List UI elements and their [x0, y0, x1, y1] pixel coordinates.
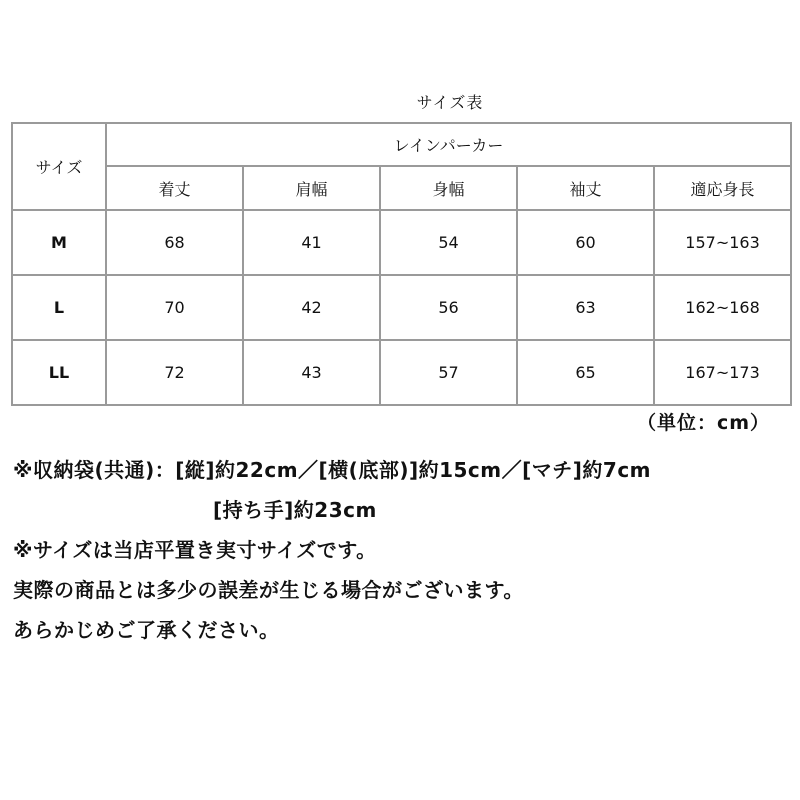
row-size-label: L [12, 275, 106, 340]
table-cell: 68 [106, 210, 243, 275]
unit-label: （単位：cm） [636, 412, 770, 434]
table-cell: 167~173 [654, 340, 791, 405]
product-header: レインパーカー [106, 123, 791, 166]
note-line: ※収納袋(共通)：[縦]約22cm／[横(底部)]約15cm／[マチ]約7cm [13, 458, 652, 482]
table-row [12, 210, 791, 275]
table-cell: 41 [243, 210, 380, 275]
row-size-label: LL [12, 340, 106, 405]
note-line: 実際の商品とは多少の誤差が生じる場合がございます。 [13, 578, 524, 602]
table-cell: 63 [517, 275, 654, 340]
table-cell: 60 [517, 210, 654, 275]
table-cell: 42 [243, 275, 380, 340]
table-cell: 54 [380, 210, 517, 275]
column-header-row [12, 166, 791, 210]
table-cell: 162~168 [654, 275, 791, 340]
table-cell: 65 [517, 340, 654, 405]
table-cell: 56 [380, 275, 517, 340]
note-line: [持ち手]約23cm [213, 498, 377, 522]
size-table [11, 122, 792, 406]
size-header: サイズ [12, 123, 106, 210]
header-row [12, 123, 791, 166]
table-row [12, 340, 791, 405]
table-cell: 157~163 [654, 210, 791, 275]
column-header: 着丈 [106, 166, 243, 210]
column-header: 肩幅 [243, 166, 380, 210]
table-cell: 43 [243, 340, 380, 405]
table-cell: 70 [106, 275, 243, 340]
row-size-label: M [12, 210, 106, 275]
table-cell: 57 [380, 340, 517, 405]
column-header: 適応身長 [654, 166, 791, 210]
table-row [12, 275, 791, 340]
table-cell: 72 [106, 340, 243, 405]
column-header: 身幅 [380, 166, 517, 210]
column-header: 袖丈 [517, 166, 654, 210]
notes [13, 450, 651, 650]
page-title: サイズ表 [416, 93, 484, 112]
note-line: あらかじめご了承ください。 [13, 618, 280, 642]
note-line: ※サイズは当店平置き実寸サイズです。 [13, 538, 377, 562]
